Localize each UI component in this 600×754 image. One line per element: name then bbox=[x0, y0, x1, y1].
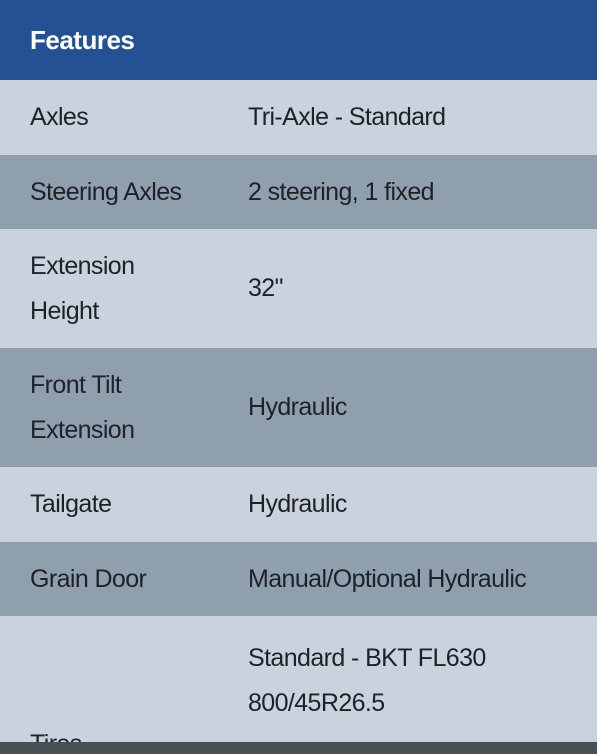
table-row-extension-height bbox=[0, 229, 597, 348]
table-row-steering-axles bbox=[0, 155, 597, 229]
row-value: 32" bbox=[248, 274, 283, 302]
table-row-grain-door bbox=[0, 542, 597, 616]
table-row-tires bbox=[0, 616, 597, 754]
row-value: Hydraulic bbox=[248, 393, 347, 421]
table-row-front-tilt-extension bbox=[0, 348, 597, 467]
table-header bbox=[0, 0, 597, 80]
row-label: Steering Axles bbox=[30, 177, 182, 206]
row-value: Manual/Optional Hydraulic bbox=[248, 564, 527, 593]
bottom-bar bbox=[0, 742, 600, 754]
row-label: Tailgate bbox=[30, 490, 112, 518]
row-label: Front Tilt Extension bbox=[30, 370, 135, 444]
row-value: Standard - BKT FL630 800/45R26.5 bbox=[248, 644, 486, 717]
table-row-tailgate bbox=[0, 467, 597, 542]
table-header-title: Features bbox=[30, 24, 135, 55]
row-label: Axles bbox=[30, 103, 89, 131]
row-label: Grain Door bbox=[30, 564, 147, 593]
table-row-axles bbox=[0, 80, 597, 155]
row-value: 2 steering, 1 fixed bbox=[248, 177, 434, 206]
row-label: Extension Height bbox=[30, 251, 135, 325]
row-value: Hydraulic bbox=[248, 490, 347, 518]
row-value: Tri-Axle - Standard bbox=[248, 103, 446, 131]
